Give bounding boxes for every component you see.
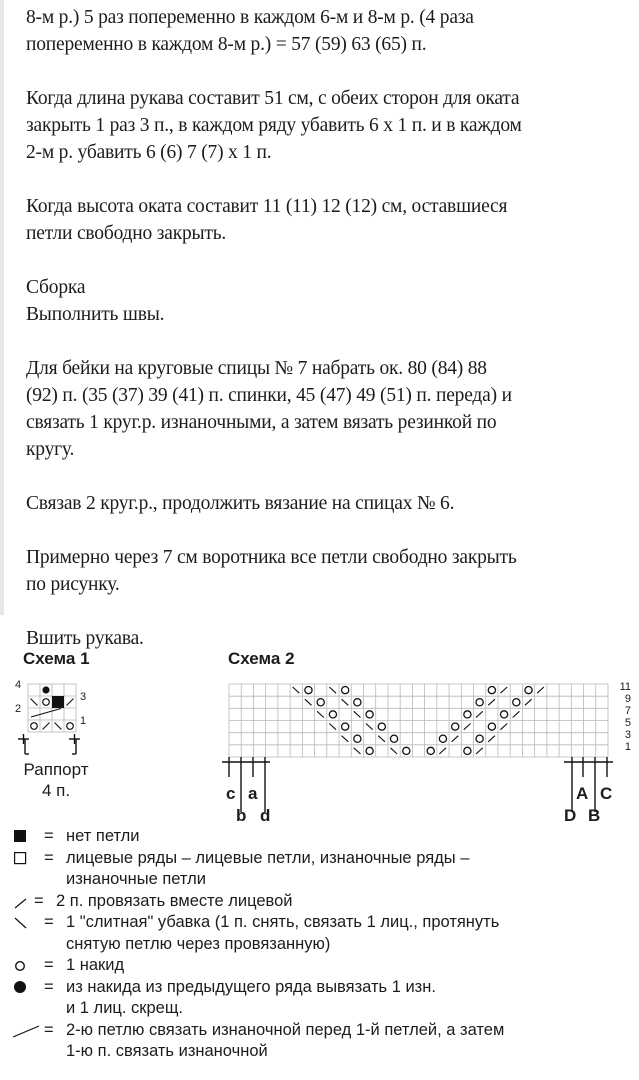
marker-B: B [588,806,601,825]
schema1-chart [28,684,76,732]
white-square-icon [12,848,44,869]
legend-item-cross [12,1020,632,1063]
legend-line: 1-ю п. связать изнаночной [66,1042,268,1060]
paragraph-sleeve-cap [26,85,636,166]
legend-text [66,955,632,977]
schema1-rapport-markers [14,734,84,758]
paragraph-assembly [26,274,636,328]
text-line: петли свободно закрыть. [26,223,227,244]
equals-sign: = [44,956,54,974]
slash-right-icon [12,891,34,912]
legend-line: и 1 лиц. скрещ. [66,999,184,1017]
schema1-row-label-2: 2 [15,703,22,715]
text-line: (92) п. (35 (37) 39 (41) п. спинки, 45 (47) 49 (51) п. переда) и [26,385,512,406]
legend-line: снятую петлю через провязанную) [66,934,331,953]
marker-D: D [564,806,577,825]
legend-text [66,1020,632,1063]
text-line: кругу. [26,439,75,460]
legend-line: нет петли [66,827,140,845]
equals-sign: = [44,827,54,845]
legend-item-no-stitch [12,826,632,848]
filled-dot-icon [12,977,44,998]
equals-sign: = [34,891,44,910]
legend-line: 1 "слитная" убавка (1 п. снять, связать 1 лиц., протянуть [66,913,500,931]
paragraph-sleeve-increase [26,4,636,58]
schema2-row-labels [617,681,631,753]
equals-sign: = [44,848,54,867]
text-line: попеременно в каждом 8-м р.) = 57 (59) 63 (65) п. [26,34,427,55]
text-line: связать 1 круг.р. изнаночными, а затем вязать резинкой по [26,412,497,433]
marker-a: a [248,784,258,803]
text-line: Вшить рукава. [26,628,144,649]
marker-b: b [236,806,247,825]
marker-d: d [260,806,271,825]
page-edge-strip [0,0,4,615]
legend-item-yarn-over [12,955,632,977]
marker-A: A [576,784,589,803]
long-cross-icon [12,1020,44,1041]
legend-line: 1 накид [66,956,125,974]
legend-item-ssk [12,912,632,955]
paragraph-cap-height [26,193,636,247]
schema2-title: Схема 2 [228,649,295,668]
paragraph-collar [26,544,636,598]
text-line: Связав 2 круг.р., продолжить вязание на спицах № 6. [26,493,455,514]
equals-sign: = [44,977,54,996]
legend-item-k2tog [12,891,632,913]
equals-sign: = [44,913,54,931]
slash-left-icon [12,912,44,933]
schema2-chart [229,684,608,757]
paragraph-binding [26,355,636,463]
legend-line: 2-ю петлю связать изнаночной перед 1-й петлей, а затем [66,1020,505,1039]
text-line: 2-м р. убавить 6 (6) 7 (7) х 1 п. [26,142,272,163]
schema1-row-label-1: 1 [80,715,87,727]
legend-line: изнаночные петли [66,870,206,888]
row-label-9: 9 [624,693,631,705]
legend-text [66,848,632,891]
paragraph-needles [26,490,636,517]
row-label-1: 1 [624,741,631,753]
instructions-text [26,4,636,679]
legend-text [56,891,632,913]
black-square-icon [12,826,44,847]
symbol-legend [12,826,632,1063]
row-label-5: 5 [624,717,631,729]
row-label-11: 11 [619,681,631,693]
yarn-over-circle-icon [12,955,44,976]
row-label-7: 7 [624,705,631,717]
schema1-title: Схема 1 [23,649,90,668]
text-line: закрыть 1 раз 3 п., в каждом ряду убавить 6 х 1 п. и в каждом [26,115,522,136]
rapport-count: 4 п. [41,781,71,800]
legend-text [66,826,632,848]
text-line: Примерно через 7 см воротника все петли свободно закрыть [26,547,517,568]
legend-line: 2 п. провязать вместе лицевой [56,891,293,910]
rapport-title: Раппорт [23,760,89,779]
text-line: Выполнить швы. [26,304,165,325]
equals-sign: = [44,1020,54,1039]
row-label-3: 3 [624,729,631,741]
text-line: Для бейки на круговые спицы № 7 набрать ок. 80 (84) 88 [26,358,487,379]
schema1-row-label-3: 3 [80,691,87,703]
paragraph-sleeves [26,625,636,652]
text-line: Когда длина рукава составит 51 см, с обеих сторон для оката [26,88,520,109]
schema1-row-label-4: 4 [15,679,22,691]
marker-c: c [226,784,236,803]
marker-C: C [600,784,613,803]
rapport-label [14,759,98,801]
legend-line: из накида из предыдущего ряда вывязать 1 изн. [66,977,436,996]
text-line: по рисунку. [26,574,120,595]
legend-item-purl-knit-from-yo [12,977,632,1020]
legend-item-knit [12,848,632,891]
legend-line: лицевые ряды – лицевые петли, изнаночные ряды – [66,848,470,867]
text-line: 8-м р.) 5 раз попеременно в каждом 6-м и 8-м р. (4 раза [26,7,474,28]
legend-text [66,977,632,1020]
text-line: Когда высота оката составит 11 (11) 12 (12) см, оставшиеся [26,196,508,217]
section-heading: Сборка [26,277,86,298]
legend-text [66,912,632,955]
